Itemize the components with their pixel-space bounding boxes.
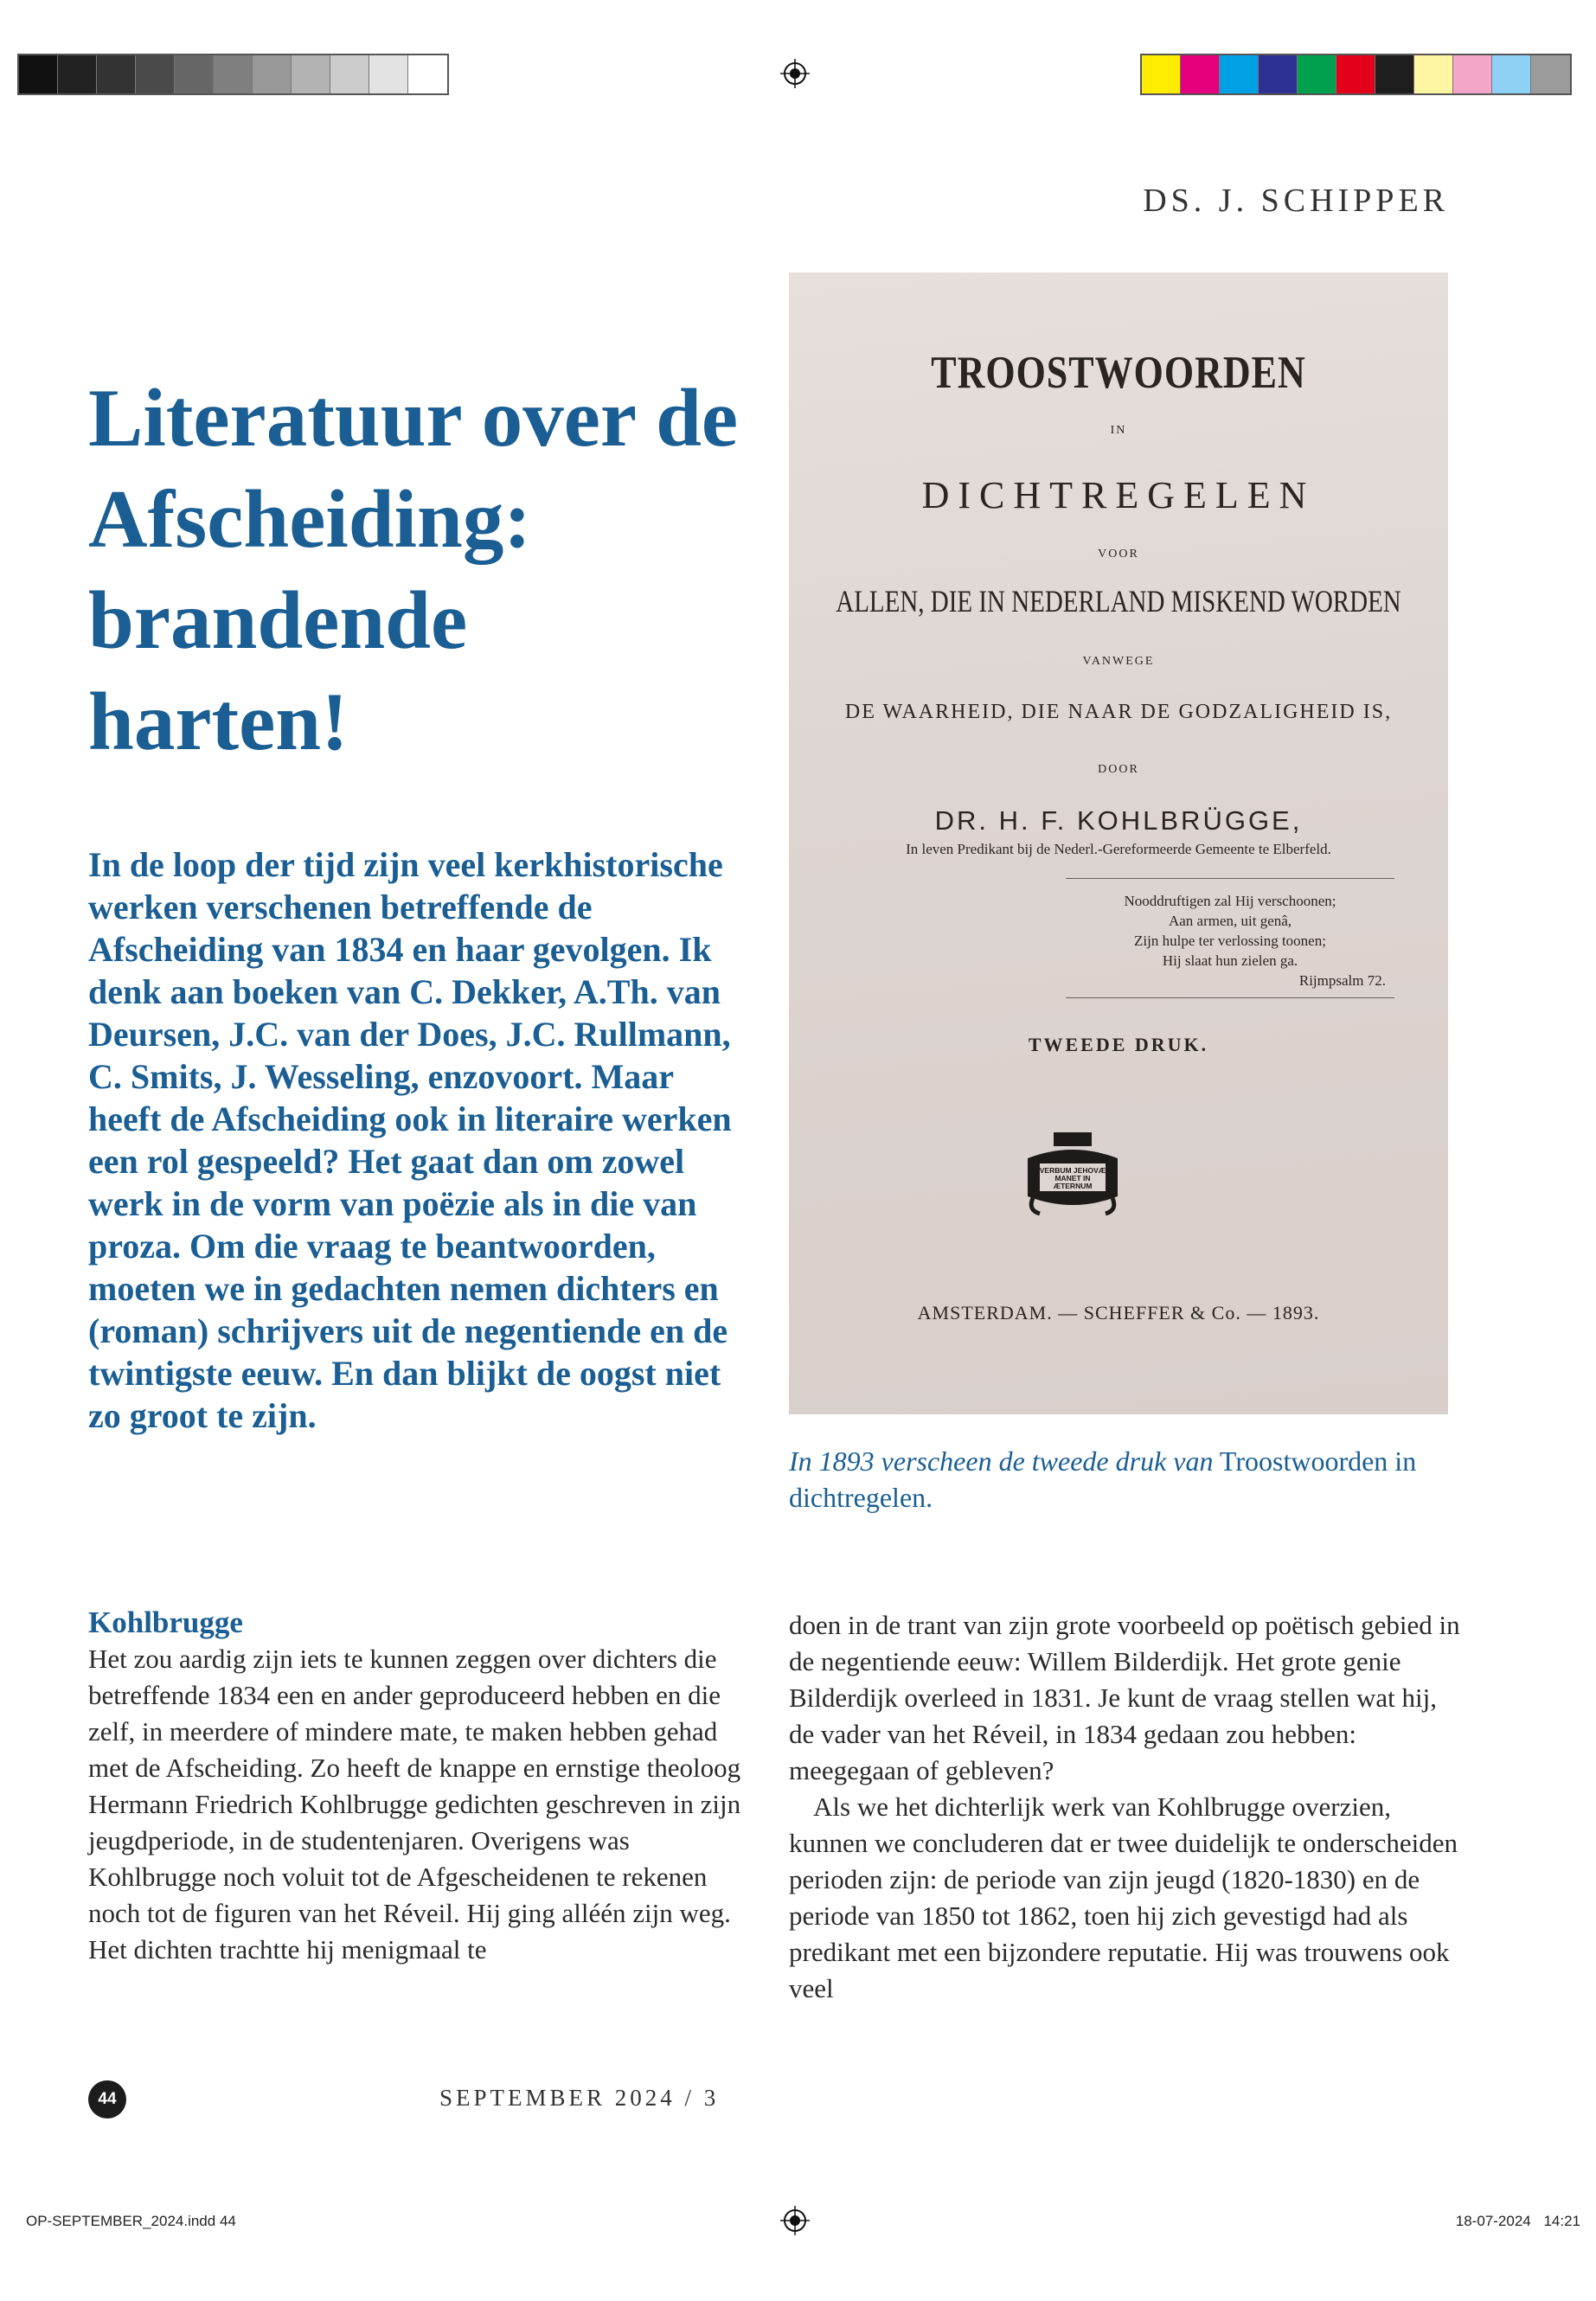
article-title: Literatuur over de Afscheiding: brandende harten! (88, 372, 739, 767)
color-swatch (175, 55, 214, 93)
book-divider (1066, 878, 1394, 879)
book-line-waarheid: DE WAARHEID, DIE NAAR DE GODZALIGHEID IS, (844, 701, 1393, 723)
color-swatch (19, 55, 58, 93)
body-paragraph: Het zou aardig zijn iets te kunnen zeggen over dichters die betreffende 1834 een en ander geproduceerd hebben en die zelf, in meerdere of mindere mate, te maken hebben gehad met de Afscheiding. Zo heeft de knappe en ernstige theoloog Hermann Friedrich Kohlbrugge gedichten geschreven in zijn jeugdperiode, in de studentenjaren. Overigens was Kohlbrugge noch voluit tot de Afgescheidenen te rekenen noch tot de figuren van het Réveil. Hij ging alléén zijn weg. Het dichten trachtte hij menigmaal te (88, 1644, 741, 1965)
book-word-voor: VOOR (1098, 548, 1139, 561)
grayscale-color-bar (17, 54, 449, 95)
color-swatch (1414, 55, 1453, 93)
color-swatch (214, 55, 253, 93)
page-number: 44 (88, 2080, 126, 2118)
svg-text:VERBUM JEHOVÆ: VERBUM JEHOVÆ (1039, 1166, 1106, 1175)
date-slug: 18-07-2024 14:21 (1455, 2213, 1580, 2229)
book-word-vanwege: VANWEGE (1082, 655, 1155, 668)
color-swatch (1453, 55, 1492, 93)
book-verse-line: Hij slaat hun zielen ga. (1162, 952, 1298, 969)
body-paragraph: Als we het dichterlijk werk van Kohlbrugge overzien, kunnen we concluderen dat er twee duidelijk te onderscheiden perioden zijn: de periode van zijn jeugd (1820-1830) en de periode van 1850 tot 1862, toen hij zich gevestigd had als predikant met een bijzondere reputatie. Hij was trouwens ook veel (789, 1791, 1458, 2003)
color-swatch (1375, 55, 1414, 93)
book-publisher: AMSTERDAM. — SCHEFFER & Co. — 1893. (917, 1302, 1320, 1324)
book-cover-image (789, 272, 1448, 1414)
color-swatch (136, 55, 175, 93)
book-subtitle: DICHTREGELEN (921, 474, 1316, 516)
book-edition: TWEEDE DRUK. (1028, 1034, 1209, 1055)
color-swatch (1492, 55, 1531, 93)
color-swatch (1336, 55, 1375, 93)
color-swatch (1181, 55, 1220, 93)
book-verse-line: Zijn hulpe ter verlossing toonen; (1134, 933, 1326, 949)
publisher-emblem-icon (1021, 1129, 1125, 1220)
caption-book-title: Troostwoorden in dichtregelen. (789, 1445, 1417, 1513)
color-swatch (253, 55, 292, 93)
book-author: DR. H. F. KOHLBRÜGGE, (934, 805, 1303, 836)
body-column-left (88, 1605, 763, 1968)
book-verse-line: Aan armen, uit genâ, (1168, 913, 1292, 929)
body-column-right (789, 1607, 1464, 2007)
article-intro: In de loop der tijd zijn veel kerkhistorische werken verschenen betreffende de Afscheiding van 1834 en haar gevolgen. Ik denk aan boeken van C. Dekker, A.Th. van Deursen, J.C. van der Does, J.C. Rullmann, C. Smits, J. Wesseling, enzovoort. Maar heeft de Afscheiding ook in literaire werken een rol gespeeld? Het gaat dan om zowel werk in de vorm van poëzie als in die van proza. Om die vraag te beantwoorden, moeten we in gedachten nemen dichters en (roman) schrijvers uit de negentiende en de twintigste eeuw. En dan blijkt de oogst niet zo groot te zijn. (88, 845, 732, 1435)
color-swatch (330, 55, 369, 93)
color-swatch (1142, 55, 1181, 93)
color-swatch (369, 55, 408, 93)
image-caption (789, 1443, 1464, 1516)
registration-mark-icon (780, 2206, 810, 2235)
book-author-role: In leven Predikant bij de Nederl.-Gereformeerde Gemeente te Elberfeld. (906, 841, 1331, 857)
book-verse-reference: Rijmpsalm 72. (1298, 972, 1386, 989)
color-swatch (97, 55, 136, 93)
book-word-in: IN (1110, 424, 1127, 437)
body-paragraph: doen in de trant van zijn grote voorbeeld op poëtisch gebied in de negentiende eeuw: Willem Bilderdijk. Het grote genie Bilderdijk overleed in 1831. Je kunt de vraag stellen wat hij, de vader van het Réveil, in 1834 gedaan zou hebben: meegegaan of gebleven? (789, 1610, 1460, 1785)
color-swatch (292, 55, 330, 93)
section-heading: Kohlbrugge (88, 1606, 243, 1639)
book-line-allen: ALLEN, DIE IN NEDERLAND MISKEND WORDEN (836, 584, 1401, 619)
file-slug: OP-SEPTEMBER_2024.indd 44 (26, 2213, 236, 2229)
cmyk-color-bar (1140, 54, 1572, 95)
registration-mark-icon (780, 59, 810, 88)
color-swatch (408, 55, 447, 93)
issue-label: SEPTEMBER 2024 / 3 (439, 2085, 720, 2111)
book-title: TROOSTWOORDEN (931, 347, 1306, 398)
color-swatch (1220, 55, 1259, 93)
color-swatch (1298, 55, 1336, 93)
article-author: DS. J. SCHIPPER (1143, 183, 1449, 219)
book-verse-line: Nooddruftigen zal Hij verschoonen; (1124, 893, 1336, 909)
svg-text:ÆTERNUM: ÆTERNUM (1053, 1182, 1093, 1190)
color-swatch (1531, 55, 1570, 93)
book-divider (1066, 997, 1394, 998)
book-verse (1074, 891, 1386, 990)
svg-text:MANET IN: MANET IN (1054, 1174, 1091, 1183)
color-swatch (58, 55, 97, 93)
book-word-door: DOOR (1098, 763, 1139, 776)
caption-text: In 1893 verscheen de tweede druk van (789, 1445, 1214, 1477)
color-swatch (1259, 55, 1298, 93)
